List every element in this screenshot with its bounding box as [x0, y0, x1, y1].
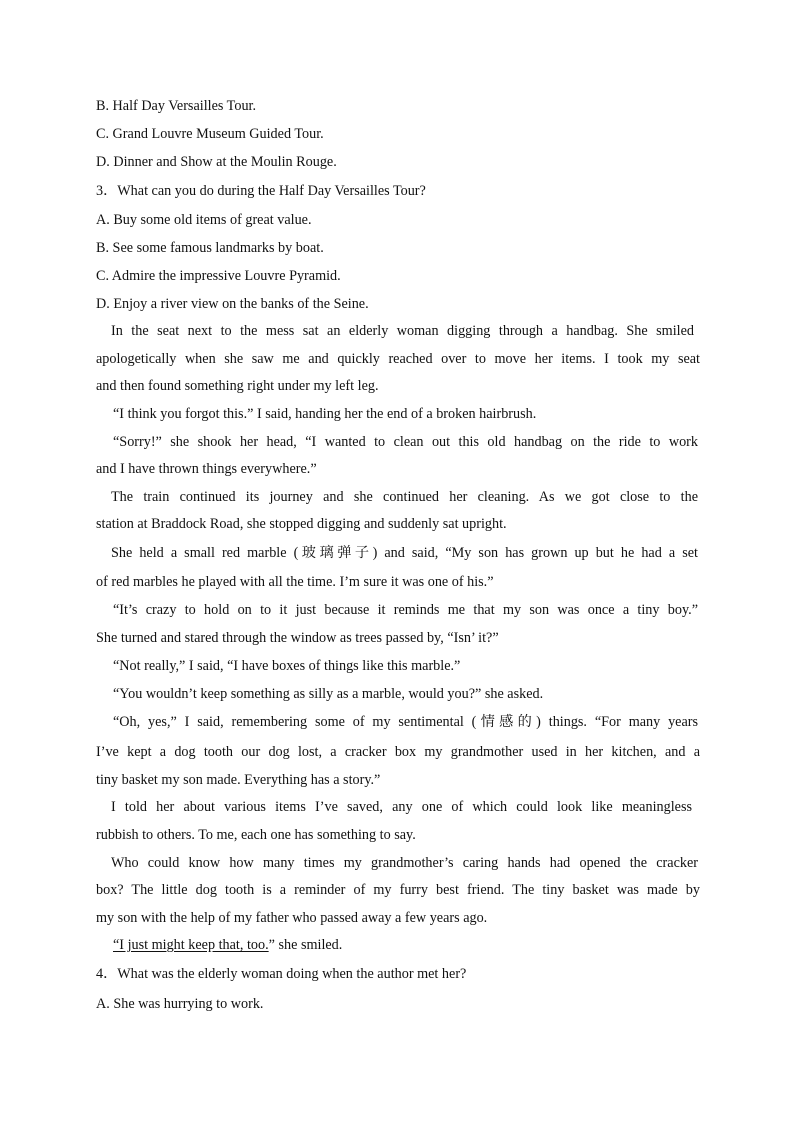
- q2-option-c: C. Grand Louvre Museum Guided Tour.: [96, 126, 324, 142]
- passage-line: In the seat next to the mess sat an elderly woman digging through a handbag. She smiled: [111, 323, 694, 339]
- q3-option-c: C. Admire the impressive Louvre Pyramid.: [96, 268, 341, 284]
- passage-line: box? The little dog tooth is a reminder of my furry best friend. The tiny basket was made by: [96, 882, 700, 898]
- passage-line: I’ve kept a dog tooth our dog lost, a cracker box my grandmother used in her kitchen, and a: [96, 744, 700, 760]
- passage-line: “Oh, yes,” I said, remembering some of my sentimental (情感的) things. “For many years: [113, 714, 698, 730]
- q4-option-a: A. She was hurrying to work.: [96, 996, 264, 1012]
- passage-line: of red marbles he played with all the time. I’m sure it was one of his.”: [96, 574, 494, 590]
- passage-line: “You wouldn’t keep something as silly as a marble, would you?” she asked.: [113, 686, 544, 702]
- passage-line: “Not really,” I said, “I have boxes of things like this marble.”: [113, 658, 461, 674]
- passage-line: She turned and stared through the window as trees passed by, “Isn’ it?”: [96, 630, 499, 646]
- passage-line: rubbish to others. To me, each one has something to say.: [96, 827, 416, 843]
- q2-option-d: D. Dinner and Show at the Moulin Rouge.: [96, 154, 337, 170]
- passage-line: “Sorry!” she shook her head, “I wanted to clean out this old handbag on the ride to work: [113, 434, 698, 450]
- passage-line: and I have thrown things everywhere.”: [96, 461, 317, 477]
- q3-option-b: B. See some famous landmarks by boat.: [96, 240, 324, 256]
- passage-line: “It’s crazy to hold on to it just because it reminds me that my son was once a tiny boy.”: [113, 602, 698, 618]
- q3-option-d: D. Enjoy a river view on the banks of the Seine.: [96, 296, 369, 312]
- passage-line: apologetically when she saw me and quickly reached over to move her items. I took my seat: [96, 351, 700, 367]
- passage-line: I told her about various items I’ve saved, any one of which could look like meaningless: [111, 799, 692, 815]
- sentence-tail: ” she smiled.: [268, 937, 343, 953]
- passage-line: tiny basket my son made. Everything has a story.”: [96, 772, 381, 788]
- passage-line: The train continued its journey and she continued her cleaning. As we got close to the: [111, 489, 698, 505]
- passage-line: [113, 935, 717, 955]
- passage-line: and then found something right under my left leg.: [96, 378, 379, 394]
- passage-line: station at Braddock Road, she stopped digging and suddenly sat upright.: [96, 516, 507, 532]
- q2-option-b: B. Half Day Versailles Tour.: [96, 98, 257, 114]
- passage-line: “I think you forgot this.” I said, handing her the end of a broken hairbrush.: [113, 406, 537, 422]
- passage-line: She held a small red marble (玻璃弹子) and said, “My son has grown up but he had a set: [111, 545, 698, 561]
- passage-line: my son with the help of my father who passed away a few years ago.: [96, 910, 488, 926]
- passage-line: Who could know how many times my grandmother’s caring hands had opened the cracker: [111, 855, 698, 871]
- underlined-sentence: “I just might keep that, too.: [113, 937, 269, 953]
- q3-stem: 3．What can you do during the Half Day Versailles Tour?: [96, 183, 426, 199]
- q3-option-a: A. Buy some old items of great value.: [96, 212, 312, 228]
- q4-stem: 4．What was the elderly woman doing when the author met her?: [96, 966, 467, 982]
